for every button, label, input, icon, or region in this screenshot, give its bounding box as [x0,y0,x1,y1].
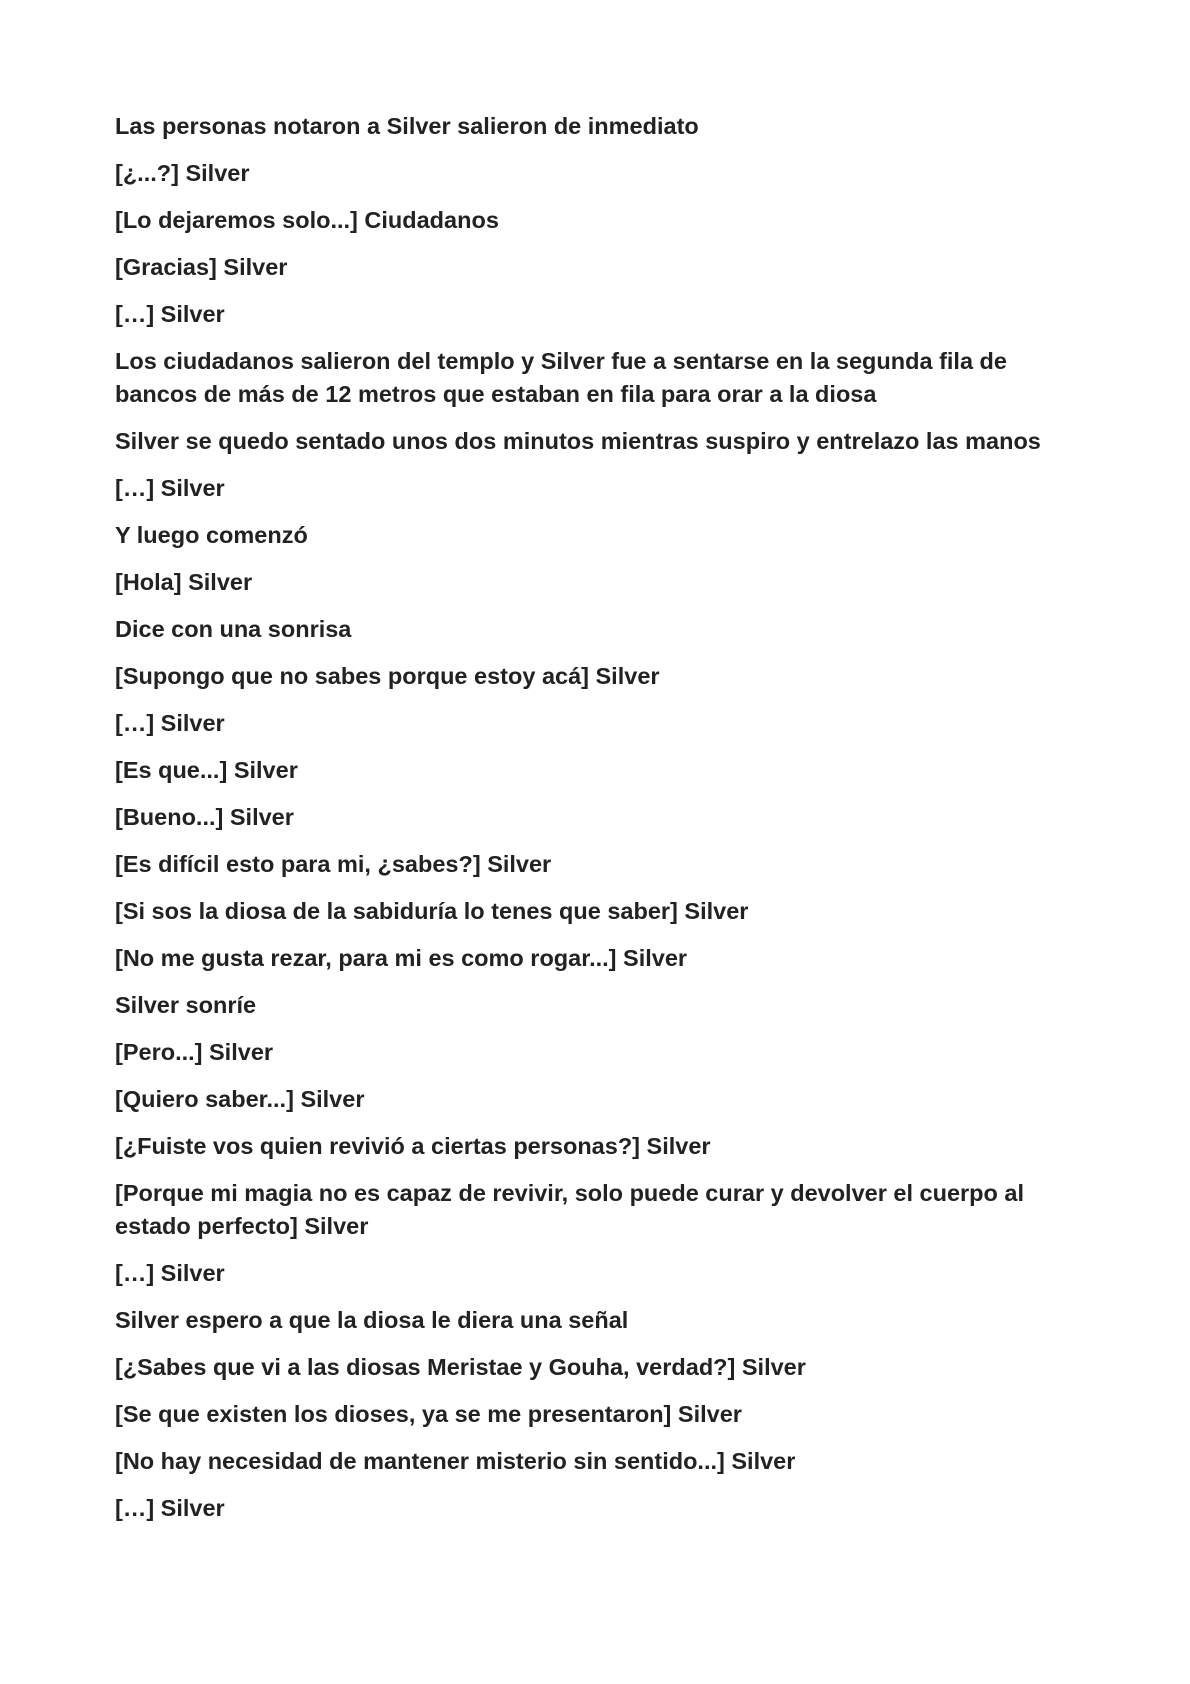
paragraph: [No me gusta rezar, para mi es como rogar...] Silver [115,945,688,971]
paragraph: [¿...?] Silver [115,160,250,186]
paragraph: [Pero...] Silver [115,1039,274,1065]
paragraph: [¿Sabes que vi a las diosas Meristae y Gouha, verdad?] Silver [115,1354,806,1380]
paragraph: [Porque mi magia no es capaz de revivir, solo puede curar y devolver el cuerpo al estado perfecto] Silver [115,1180,1025,1239]
paragraph: […] Silver [115,475,225,501]
paragraph: [Se que existen los dioses, ya se me presentaron] Silver [115,1401,742,1427]
paragraph: [Bueno...] Silver [115,804,294,830]
paragraph: [Quiero saber...] Silver [115,1086,365,1112]
paragraph: Silver se quedo sentado unos dos minutos mientras suspiro y entrelazo las manos [115,428,1041,454]
paragraph: [Hola] Silver [115,569,253,595]
paragraph: Los ciudadanos salieron del templo y Silver fue a sentarse en la segunda fila de bancos de más de 12 metros que estaban en fila para orar a la diosa [115,348,1007,407]
paragraph: [Lo dejaremos solo...] Ciudadanos [115,207,499,233]
paragraph: [Si sos la diosa de la sabiduría lo tenes que saber] Silver [115,898,749,924]
paragraph: [Es que...] Silver [115,757,298,783]
paragraph: […] Silver [115,301,225,327]
document-body [115,110,1075,1539]
paragraph: […] Silver [115,710,225,736]
paragraph: Silver sonríe [115,992,257,1018]
paragraph: [Gracias] Silver [115,254,288,280]
paragraph: Y luego comenzó [115,522,308,548]
paragraph: Dice con una sonrisa [115,616,352,642]
paragraph: […] Silver [115,1495,225,1521]
paragraph: […] Silver [115,1260,225,1286]
paragraph: Silver espero a que la diosa le diera una señal [115,1307,629,1333]
paragraph: [Supongo que no sabes porque estoy acá] Silver [115,663,660,689]
paragraph: Las personas notaron a Silver salieron de inmediato [115,113,699,139]
paragraph: [Es difícil esto para mi, ¿sabes?] Silver [115,851,552,877]
paragraph: [No hay necesidad de mantener misterio sin sentido...] Silver [115,1448,796,1474]
paragraph: [¿Fuiste vos quien revivió a ciertas personas?] Silver [115,1133,711,1159]
